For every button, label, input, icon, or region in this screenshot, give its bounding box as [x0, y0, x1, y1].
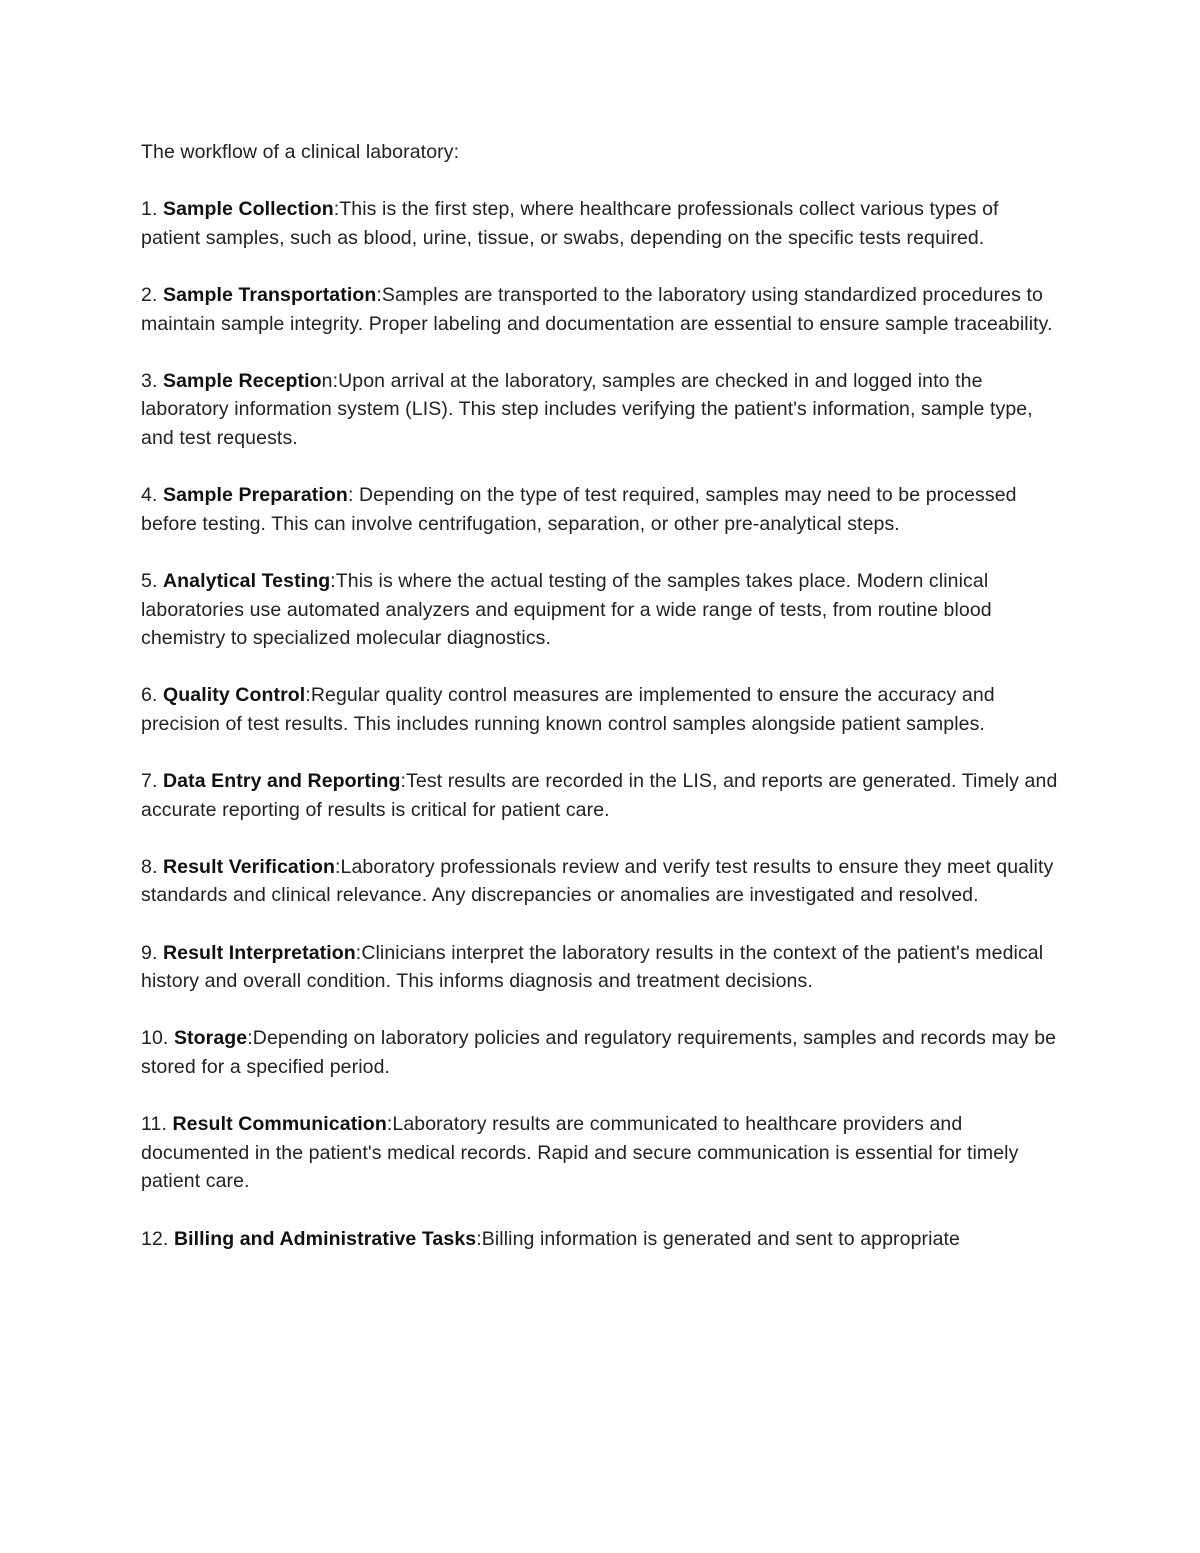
item-separator: n: — [321, 369, 339, 392]
list-item — [141, 853, 1061, 910]
list-item — [141, 939, 1061, 996]
intro-heading: The workflow of a clinical laboratory: — [141, 141, 460, 163]
list-item — [141, 767, 1061, 824]
item-separator: : — [247, 1027, 253, 1050]
item-text: This is the first step, where healthcare professionals collect various types of patient samples, such as blood, urine, tissue, or swabs, depending on the specific tests required. — [141, 198, 999, 249]
list-item — [141, 195, 1061, 252]
item-number: 12. — [141, 1227, 174, 1250]
item-text: Billing information is generated and sent to appropriate — [481, 1227, 960, 1250]
item-number: 3. — [141, 369, 163, 392]
item-separator: : — [330, 569, 336, 592]
item-text: Test results are recorded in the LIS, and reports are generated. Timely and accurate reporting of results is critical for patient care. — [141, 770, 1058, 821]
item-term: Result Interpretation — [162, 941, 356, 964]
list-item — [141, 1110, 1061, 1196]
list-item — [141, 281, 1061, 338]
item-number: 10. — [141, 1027, 174, 1050]
item-text: Regular quality control measures are implemented to ensure the accuracy and precision of test results. This includes running known control samples alongside patient samples. — [141, 684, 995, 735]
item-term: Billing and Administrative Tasks — [173, 1227, 477, 1250]
item-term: Data Entry and Reporting — [162, 770, 401, 793]
item-text: Laboratory results are communicated to healthcare providers and documented in the patient's medical records. Rapid and secure communication is essential for timely patient care. — [141, 1113, 1019, 1193]
item-text: This is where the actual testing of the samples takes place. Modern clinical laboratories use automated analyzers and equipment for a wide range of tests, from routine blood chemistry to specialized molecular diagnostics. — [141, 569, 992, 650]
item-term: Result Communication — [172, 1113, 387, 1136]
list-item — [141, 681, 1061, 738]
item-separator: : — [333, 198, 340, 221]
item-term: Sample Collection — [162, 198, 334, 221]
list-item — [141, 481, 1061, 538]
item-separator: : — [335, 855, 341, 878]
item-text: Samples are transported to the laboratory using standardized procedures to maintain sample integrity. Proper labeling and documentation are essential to ensure sample traceability. — [141, 283, 1053, 335]
item-separator: : — [376, 283, 382, 306]
item-term: Result Verification — [162, 855, 336, 878]
item-separator: : — [305, 684, 311, 707]
list-item — [141, 367, 1061, 453]
list-item — [141, 1024, 1061, 1081]
item-text: Laboratory professionals review and verify test results to ensure they meet quality standards and clinical relevance. Any discrepancies or anomalies are investigated and resolved. — [141, 855, 1054, 907]
item-separator: : — [386, 1113, 393, 1136]
item-term: Sample Receptio — [162, 369, 322, 392]
item-number: 8. — [141, 855, 163, 878]
item-text: Clinicians interpret the laboratory results in the context of the patient's medical history and overall condition. This informs diagnosis and treatment decisions. — [141, 941, 1044, 993]
item-term: Sample Transportation — [162, 283, 377, 306]
item-number: 2. — [141, 283, 163, 306]
item-number: 1. — [141, 198, 163, 221]
item-separator: : — [347, 484, 359, 507]
item-number: 11. — [141, 1113, 173, 1136]
item-term: Analytical Testing — [162, 569, 331, 592]
item-separator: : — [400, 770, 407, 793]
item-text: Depending on the type of test required, samples may need to be processed before testing. This can involve centrifugation, separation, or other pre-analytical steps. — [141, 484, 1017, 535]
item-term: Sample Preparation — [162, 484, 348, 507]
item-number: 9. — [141, 941, 163, 964]
item-number: 7. — [141, 770, 163, 793]
list-item — [141, 567, 1061, 653]
item-separator: : — [355, 941, 362, 964]
item-number: 4. — [141, 484, 163, 507]
item-text: Upon arrival at the laboratory, samples are checked in and logged into the laboratory information system (LIS). This step includes verifying the patient's information, sample type, and test requests. — [141, 369, 1033, 449]
item-term: Storage — [173, 1027, 248, 1050]
item-text: Depending on laboratory policies and regulatory requirements, samples and records may be stored for a specified period. — [141, 1027, 1057, 1078]
document-body — [141, 138, 1061, 1282]
item-number: 5. — [141, 569, 163, 592]
item-term: Quality Control — [162, 684, 306, 707]
item-separator: : — [476, 1227, 482, 1250]
list-item — [141, 1225, 1061, 1254]
item-number: 6. — [141, 684, 163, 707]
